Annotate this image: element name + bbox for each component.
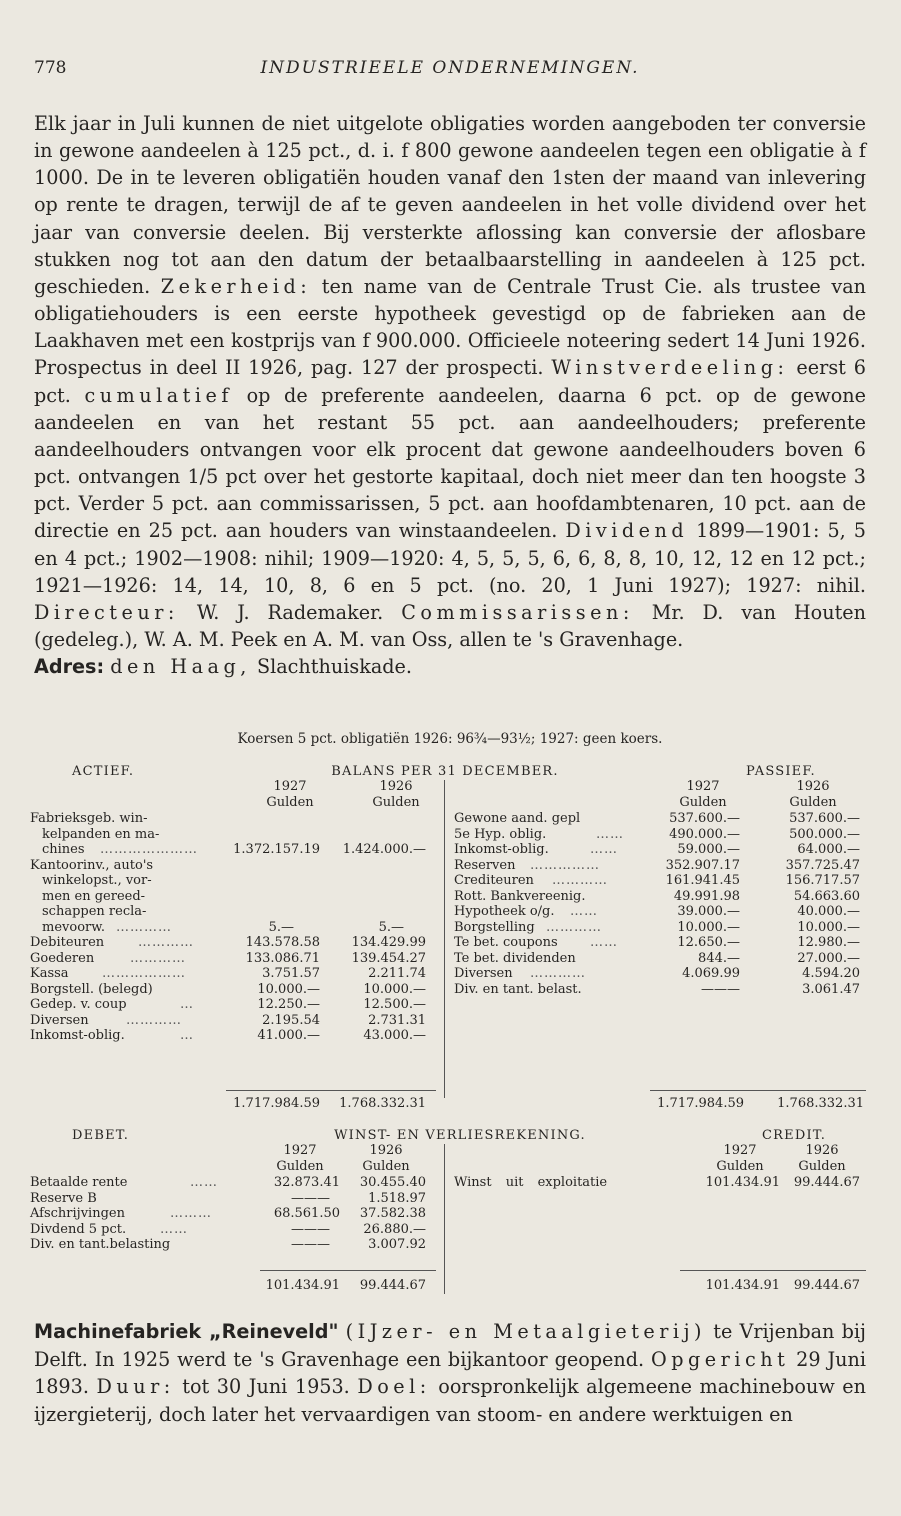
- credit-value-1926: 99.444.67: [793, 1175, 860, 1190]
- leader-dots: ……………: [530, 857, 600, 873]
- debet-value-1927: ———: [291, 1221, 330, 1237]
- running-title: INDUSTRIEELE ONDERNEMINGEN.: [260, 58, 640, 78]
- passief-value-1927: 490.000.—: [669, 826, 740, 842]
- debet-value-1927: ———: [291, 1237, 330, 1252]
- adres-label: Adres:: [34, 655, 105, 679]
- passief-value-1927: 844.—: [698, 950, 740, 966]
- passief-value-1926: 537.600.—: [789, 811, 860, 826]
- passief-label: Crediteuren: [454, 873, 534, 888]
- debet-label-line: Reserve B: [30, 1190, 97, 1206]
- passief-value-1927: 537.600.—: [669, 811, 740, 826]
- leader-dots: ……: [590, 935, 618, 950]
- actief-unit-1927: Gulden: [266, 795, 314, 810]
- company-name: Machinefabriek „Reineveld": [34, 1320, 339, 1343]
- credit-total-1926: 99.444.67: [793, 1278, 860, 1293]
- actief-label-line: chines: [42, 842, 85, 857]
- text-run: 29 Juni 1893.: [34, 1347, 866, 1398]
- company-subtitle: (IJzer- en Metaalgieterij): [345, 1320, 707, 1343]
- passief-label: Te bet. dividenden: [454, 950, 576, 966]
- balans-title: BALANS PER 31 DECEMBER.: [331, 764, 559, 779]
- passief-value-1926: 12.980.—: [797, 935, 860, 950]
- actief-label-line: Borgstell. (belegd): [30, 981, 153, 997]
- spaced-term-commissarissen: Commissarissen:: [401, 600, 634, 624]
- actief-value-1926: 2.211.74: [368, 966, 426, 981]
- debet-year-1927: 1927: [283, 1143, 317, 1158]
- actief-value-1926: 1.424.000.—: [342, 842, 426, 857]
- passief-value-1926: 10.000.—: [797, 919, 860, 935]
- credit-year-1926: 1926: [805, 1143, 839, 1158]
- debet-value-1926: 3.007.92: [368, 1237, 426, 1252]
- passief-label: Reserven: [454, 857, 516, 873]
- leader-dots: ……: [190, 1175, 218, 1190]
- actief-value-1926: 43.000.—: [363, 1028, 426, 1043]
- actief-label-line: kelpanden en ma-: [42, 826, 160, 842]
- leader-dots: ………: [170, 1206, 212, 1221]
- actief-year-1927: 1927: [273, 779, 307, 794]
- leader-dots: …………………: [100, 842, 198, 857]
- passief-year-1927: 1927: [686, 779, 720, 794]
- debet-total-rule: [260, 1270, 436, 1271]
- spaced-term-directeur: Directeur:: [34, 600, 179, 624]
- debet-total-1927: 101.434.91: [265, 1278, 340, 1293]
- passief-label: Div. en tant. belast.: [454, 981, 582, 997]
- actief-value-1927: 5.—: [268, 919, 294, 935]
- text-run: te Vrijenban bij Delft. In 1925 werd te 's Gravenhage een bijkantoor geopend.: [34, 1320, 867, 1371]
- actief-label-line: men en gereed-: [42, 888, 146, 904]
- debet-label-line: Divdend 5 pct.: [30, 1221, 127, 1237]
- actief-value-1926: 5.—: [378, 919, 404, 935]
- debet-value-1927: ———: [291, 1190, 330, 1206]
- debet-total-1926: 99.444.67: [359, 1278, 426, 1293]
- leader-dots: …: [180, 997, 194, 1012]
- actief-value-1927: 3.751.57: [262, 966, 320, 981]
- text-run: oorspronkelijk algemeene machinebouw en ijzergieterij, doch later het vervaardigen van stoom- en andere werktuigen en: [34, 1375, 867, 1426]
- leader-dots: ……: [590, 842, 618, 857]
- spaced-term-opgericht: Opgericht: [651, 1347, 790, 1371]
- leader-dots: ……: [570, 904, 598, 919]
- passief-label: 5e Hyp. oblig.: [454, 826, 547, 842]
- credit-total-rule: [680, 1270, 866, 1271]
- text-run: W. J. Rademaker.: [178, 600, 402, 624]
- debet-unit-1926: Gulden: [362, 1159, 410, 1174]
- actief-total-1926: 1.768.332.31: [339, 1096, 426, 1111]
- actief-value-1927: 1.372.157.19: [233, 842, 320, 857]
- actief-value-1926: 139.454.27: [351, 950, 426, 966]
- passief-total-1927: 1.717.984.59: [657, 1096, 744, 1111]
- text-run: Mr. D. van Houten (gedeleg.), W. A. M. Peek en A. M. van Oss, allen te 's Gravenhage.: [34, 600, 866, 651]
- winst-title: WINST- EN VERLIESREKENING.: [334, 1128, 586, 1143]
- passief-value-1927: 10.000.—: [677, 919, 740, 935]
- leader-dots: …………: [130, 950, 186, 966]
- debet-unit-1927: Gulden: [276, 1159, 324, 1174]
- passief-label: Gewone aand. gepl: [454, 811, 581, 826]
- actief-value-1926: 134.429.99: [351, 935, 426, 950]
- passief-value-1926: 54.663.60: [793, 888, 860, 904]
- passief-label: Te bet. coupons: [454, 935, 558, 950]
- leader-dots: …………: [116, 919, 172, 935]
- passief-value-1927: 4.069.99: [682, 966, 740, 981]
- actief-value-1927: 10.000.—: [257, 981, 320, 997]
- debet-value-1927: 68.561.50: [273, 1206, 340, 1221]
- actief-label-line: Goederen: [30, 950, 95, 966]
- passief-label: Rott. Bankvereenig.: [454, 888, 586, 904]
- credit-label-line: Winst uit exploitatie: [454, 1175, 608, 1190]
- actief-label-line: mevoorw.: [42, 919, 105, 935]
- passief-value-1927: ———: [701, 981, 740, 997]
- actief-value-1927: 2.195.54: [262, 1012, 320, 1028]
- debet-label-line: Div. en tant.belasting: [30, 1237, 171, 1252]
- text-run: op de preferente aandeelen, daarna 6 pct. op de gewone aandeelen en van het restant 55 pct. aan aandeelhouders; preferente aandeelhouders ontvangen voor elk procent dat gewone aandeelhouders boven 6 pct. ontvangen 1/5 pct over het gestorte kapitaal, doch niet meer dan ten hoogste 3 pct. Verder 5 pct. aan commissarissen, 5 pct. aan hoofdambtenaren, 10 pct. aan de directie en 25 pct. aan houders van winstaandeelen.: [34, 383, 866, 543]
- actief-label-line: winkelopst., vor-: [42, 873, 152, 888]
- leader-dots: …………: [552, 873, 608, 888]
- text-run: eerst 6 pct.: [34, 356, 866, 407]
- passief-value-1926: 4.594.20: [802, 966, 860, 981]
- leader-dots: …………: [546, 919, 602, 935]
- passief-value-1926: 500.000.—: [789, 826, 860, 842]
- actief-value-1927: 41.000.—: [257, 1028, 320, 1043]
- actief-value-1927: 143.578.58: [245, 935, 320, 950]
- spaced-term-doel: Doel:: [357, 1375, 431, 1398]
- debet-value-1927: 32.873.41: [273, 1175, 340, 1190]
- second-paragraph: [34, 1318, 866, 1428]
- actief-label-line: Inkomst-oblig.: [30, 1028, 125, 1043]
- passief-value-1926: 40.000.—: [797, 904, 860, 919]
- adres-city: den Haag,: [110, 655, 251, 679]
- spaced-term-cumulatief: cumulatief: [84, 383, 233, 407]
- actief-unit-1926: Gulden: [372, 795, 420, 810]
- spaced-term-dividend: Dividend: [565, 519, 689, 543]
- actief-value-1927: 12.250.—: [257, 997, 320, 1012]
- leader-dots: ……: [596, 826, 624, 842]
- actief-label-line: Kantoorinv., auto's: [30, 857, 154, 873]
- spaced-term-duur: Duur:: [96, 1375, 175, 1398]
- spaced-term-winstverdeeling: Winstverdeeling:: [551, 356, 789, 380]
- text-run: ten name van de Centrale Trust Cie. als trustee van obligatiehouders is een eerste hypotheek gevestigd op de fabrieken aan de Laakhaven met een kostprijs van f 900.000. Officieele noteering sedert 14 Juni 1926. Prospectus in deel II 1926, pag. 127 der prospecti.: [34, 274, 867, 380]
- actief-label-line: schappen recla-: [42, 904, 147, 919]
- passief-label: Diversen: [454, 966, 513, 981]
- actief-total-rule: [226, 1090, 436, 1091]
- page-number: 778: [34, 58, 67, 78]
- running-header: [34, 58, 866, 88]
- actief-label-line: Gedep. v. coup: [30, 997, 127, 1012]
- passief-value-1926: 357.725.47: [785, 857, 860, 873]
- passief-label: Borgstelling: [454, 919, 535, 935]
- actief-value-1926: 2.731.31: [368, 1012, 426, 1028]
- passief-unit-1927: Gulden: [679, 795, 727, 810]
- actief-label-line: Diversen: [30, 1012, 89, 1028]
- actief-value-1926: 10.000.—: [363, 981, 426, 997]
- debet-value-1926: 37.582.38: [359, 1206, 426, 1221]
- winst-divider: [444, 1144, 445, 1294]
- debet-year-1926: 1926: [369, 1143, 403, 1158]
- leader-dots: …………: [138, 935, 194, 950]
- passief-value-1927: 59.000.—: [677, 842, 740, 857]
- passief-total-rule: [650, 1090, 866, 1091]
- passief-value-1926: 64.000.—: [797, 842, 860, 857]
- passief-label: Hypotheek o/g.: [454, 904, 555, 919]
- text-run: 1899—1901: 5, 5 en 4 pct.; 1902—1908: nihil; 1909—1920: 4, 5, 5, 5, 6, 6, 8, 8, 10, 12, 12 en 12 pct.; 1921—1926: 14, 14, 10, 8, 6 en 5 pct. (no. 20, 1 Juni 1927); 1927: nihil.: [34, 519, 866, 597]
- passief-label: Inkomst-oblig.: [454, 842, 549, 857]
- credit-label: CREDIT.: [762, 1128, 827, 1143]
- actief-value-1927: 133.086.71: [245, 950, 320, 966]
- passief-year-1926: 1926: [796, 779, 830, 794]
- koersen-line: Koersen 5 pct. obligatiën 1926: 96¾—93½; 1927: geen koers.: [237, 731, 663, 747]
- balance-sheet: [30, 760, 870, 1130]
- actief-label: ACTIEF.: [72, 764, 135, 779]
- credit-unit-1926: Gulden: [798, 1159, 846, 1174]
- actief-value-1926: 12.500.—: [363, 997, 426, 1012]
- leader-dots: …: [180, 1028, 194, 1043]
- credit-value-1927: 101.434.91: [705, 1175, 780, 1190]
- passief-unit-1926: Gulden: [789, 795, 837, 810]
- leader-dots: ………………: [102, 966, 186, 981]
- leader-dots: ……: [160, 1221, 188, 1237]
- credit-total-1927: 101.434.91: [705, 1278, 780, 1293]
- debet-value-1926: 1.518.97: [368, 1190, 426, 1206]
- debet-label-line: Afschrijvingen: [30, 1206, 125, 1221]
- debet-label-line: Betaalde rente: [30, 1175, 128, 1190]
- actief-label-line: Debiteuren: [30, 935, 105, 950]
- passief-value-1926: 3.061.47: [802, 981, 860, 997]
- passief-value-1927: 161.941.45: [665, 873, 740, 888]
- passief-value-1926: 27.000.—: [797, 950, 860, 966]
- debet-label: DEBET.: [72, 1128, 130, 1143]
- leader-dots: …………: [530, 966, 586, 981]
- debet-value-1926: 26.880.—: [363, 1221, 426, 1237]
- leader-dots: …………: [126, 1012, 182, 1028]
- actief-label-line: Fabrieksgeb. win-: [30, 811, 148, 826]
- intro-paragraph: [34, 110, 866, 680]
- spaced-term-zekerheid: Zekerheid:: [160, 274, 312, 298]
- actief-total-1927: 1.717.984.59: [233, 1096, 320, 1111]
- balance-divider: [444, 780, 445, 1098]
- text-run: tot 30 Juni 1953.: [174, 1375, 358, 1398]
- passief-value-1927: 39.000.—: [677, 904, 740, 919]
- passief-value-1926: 156.717.57: [785, 873, 860, 888]
- passief-value-1927: 49.991.98: [673, 888, 740, 904]
- credit-year-1927: 1927: [723, 1143, 757, 1158]
- actief-year-1926: 1926: [379, 779, 413, 794]
- passief-total-1926: 1.768.332.31: [777, 1096, 864, 1111]
- passief-value-1927: 12.650.—: [677, 935, 740, 950]
- actief-label-line: Kassa: [30, 966, 69, 981]
- passief-label: PASSIEF.: [746, 764, 816, 779]
- profit-loss-account: [30, 1124, 870, 1304]
- text-run: Elk jaar in Juli kunnen de niet uitgelote obligaties worden aangeboden ter conversie in gewone aandeelen à 125 pct., d. i. f 800 gewone aandeelen tegen een obligatie à f 1000. De in te leveren obligatiën houden vanaf den 1sten der maand van inlevering op rente te dragen, terwijl de af te geven aandeelen in het volle dividend over het jaar van conversie deelen. Bij versterkte aflossing kan conversie der aflosbare stukken nog tot aan den datum der betaalbaarstelling in aandeelen à 125 pct. geschieden.: [34, 112, 866, 298]
- passief-value-1927: 352.907.17: [665, 857, 740, 873]
- adres-street: Slachthuiskade.: [250, 655, 412, 679]
- credit-unit-1927: Gulden: [716, 1159, 764, 1174]
- debet-value-1926: 30.455.40: [359, 1175, 426, 1190]
